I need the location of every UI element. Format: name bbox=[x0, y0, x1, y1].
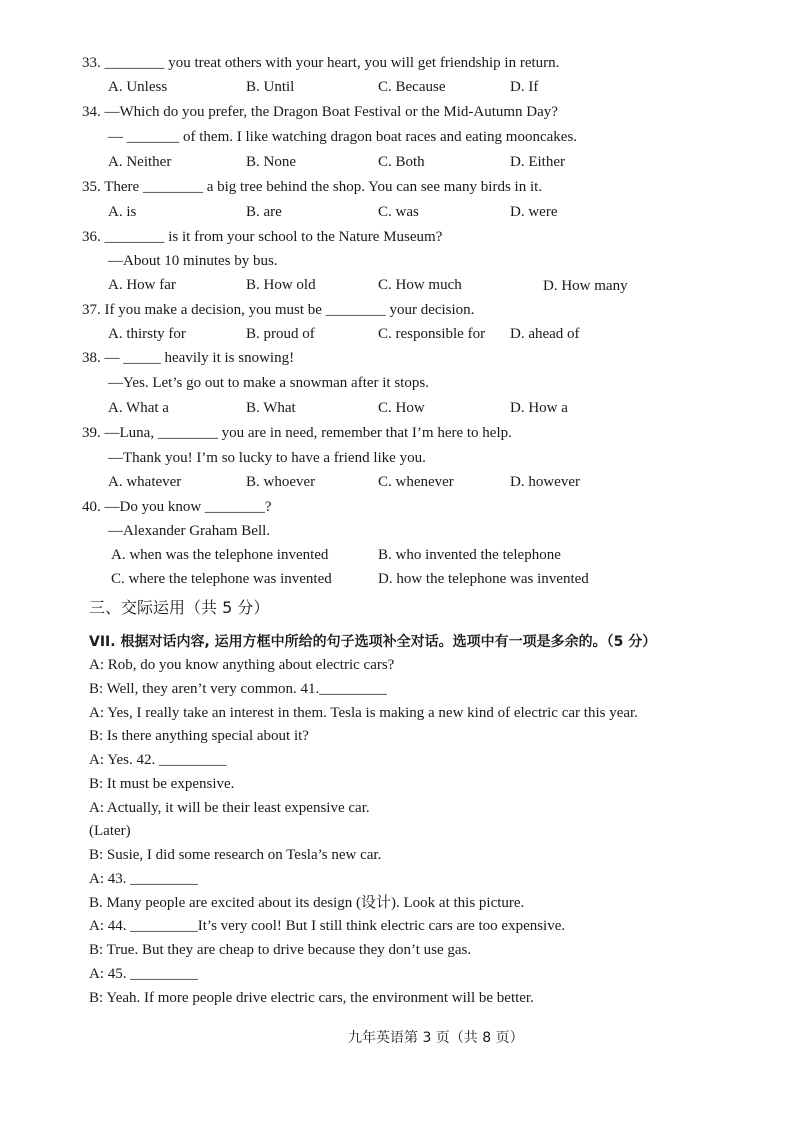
option-38-a: A. What a bbox=[108, 400, 169, 416]
option-33-c: C. Because bbox=[378, 79, 446, 95]
option-39-a: A. whatever bbox=[108, 474, 182, 490]
question-40-response: —Alexander Graham Bell. bbox=[108, 523, 271, 539]
option-34-a: A. Neither bbox=[108, 154, 172, 170]
option-33-d: D. If bbox=[510, 79, 539, 95]
option-36-a: A. How far bbox=[108, 277, 176, 293]
option-38-c: C. How bbox=[378, 400, 425, 416]
dialogue-line: B: Yeah. If more people drive electric cars, the environment will be better. bbox=[89, 990, 534, 1006]
dialogue-line: A: 45. _________ bbox=[89, 966, 198, 982]
dialogue-line: (Later) bbox=[89, 823, 131, 839]
option-34-b: B. None bbox=[246, 154, 296, 170]
option-37-a: A. thirsty for bbox=[108, 326, 186, 342]
option-38-b: B. What bbox=[246, 400, 296, 416]
question-38-response: —Yes. Let’s go out to make a snowman after it stops. bbox=[108, 375, 429, 391]
dialogue-line: A: 43. _________ bbox=[89, 871, 198, 887]
dialogue-line: B: Susie, I did some research on Tesla’s new car. bbox=[89, 847, 382, 863]
option-37-c: C. responsible for bbox=[378, 326, 486, 342]
option-35-c: C. was bbox=[378, 204, 419, 220]
question-35-stem: 35. There ________ a big tree behind the shop. You can see many birds in it. bbox=[82, 179, 543, 195]
option-34-c: C. Both bbox=[378, 154, 425, 170]
option-35-d: D. were bbox=[510, 204, 558, 220]
page-footer: 九年英语第 3 页（共 8 页） bbox=[348, 1030, 524, 1046]
option-35-a: A. is bbox=[108, 204, 137, 220]
option-36-c: C. How much bbox=[378, 277, 462, 293]
dialogue-line: A: Yes. 42. _________ bbox=[89, 752, 227, 768]
option-37-d: D. ahead of bbox=[510, 326, 580, 342]
question-33-stem: 33. ________ you treat others with your heart, you will get friendship in return. bbox=[82, 55, 560, 71]
option-39-d: D. however bbox=[510, 474, 580, 490]
dialogue-line: B: Is there anything special about it? bbox=[89, 728, 309, 744]
option-36-b: B. How old bbox=[246, 277, 316, 293]
question-36-stem: 36. ________ is it from your school to the Nature Museum? bbox=[82, 229, 443, 245]
dialogue-line: B: It must be expensive. bbox=[89, 776, 235, 792]
dialogue-line: B. Many people are excited about its design (设计). Look at this picture. bbox=[89, 895, 525, 911]
option-37-b: B. proud of bbox=[246, 326, 315, 342]
option-40-d: D. how the telephone was invented bbox=[378, 571, 589, 587]
dialogue-line: B: True. But they are cheap to drive because they don’t use gas. bbox=[89, 942, 472, 958]
question-34-response: — _______ of them. I like watching dragon boat races and eating mooncakes. bbox=[108, 129, 578, 145]
question-40-stem: 40. —Do you know ________? bbox=[82, 499, 272, 515]
dialogue-line: A: Yes, I really take an interest in them. Tesla is making a new kind of electric car this year. bbox=[89, 705, 638, 721]
option-40-c: C. where the telephone was invented bbox=[111, 571, 332, 587]
dialogue-line: B: Well, they aren’t very common. 41._________ bbox=[89, 681, 387, 697]
option-33-b: B. Until bbox=[246, 79, 295, 95]
option-40-b: B. who invented the telephone bbox=[378, 547, 561, 563]
option-35-b: B. are bbox=[246, 204, 282, 220]
option-38-d: D. How a bbox=[510, 400, 568, 416]
question-39-response: —Thank you! I’m so lucky to have a friend like you. bbox=[108, 450, 426, 466]
option-34-d: D. Either bbox=[510, 154, 565, 170]
option-40-a: A. when was the telephone invented bbox=[111, 547, 329, 563]
option-39-c: C. whenever bbox=[378, 474, 454, 490]
question-38-stem: 38. — _____ heavily it is snowing! bbox=[82, 350, 295, 366]
section-title: 三、交际运用（共 5 分） bbox=[89, 598, 270, 617]
question-34-stem: 34. —Which do you prefer, the Dragon Boat Festival or the Mid-Autumn Day? bbox=[82, 104, 558, 120]
question-39-stem: 39. —Luna, ________ you are in need, remember that I’m here to help. bbox=[82, 425, 512, 441]
option-33-a: A. Unless bbox=[108, 79, 168, 95]
dialogue-line: A: Actually, it will be their least expensive car. bbox=[89, 800, 370, 816]
dialogue-line: A: 44. _________It’s very cool! But I still think electric cars are too expensive. bbox=[89, 918, 566, 934]
option-39-b: B. whoever bbox=[246, 474, 316, 490]
question-37-stem: 37. If you make a decision, you must be ________ your decision. bbox=[82, 302, 475, 318]
section-instruction: VII. 根据对话内容, 运用方框中所给的句子选项补全对话。选项中有一项是多余的。（5 分） bbox=[89, 634, 657, 650]
dialogue-line: A: Rob, do you know anything about electric cars? bbox=[89, 657, 395, 673]
option-36-d: D. How many bbox=[543, 278, 628, 294]
question-36-response: —About 10 minutes by bus. bbox=[108, 253, 278, 269]
